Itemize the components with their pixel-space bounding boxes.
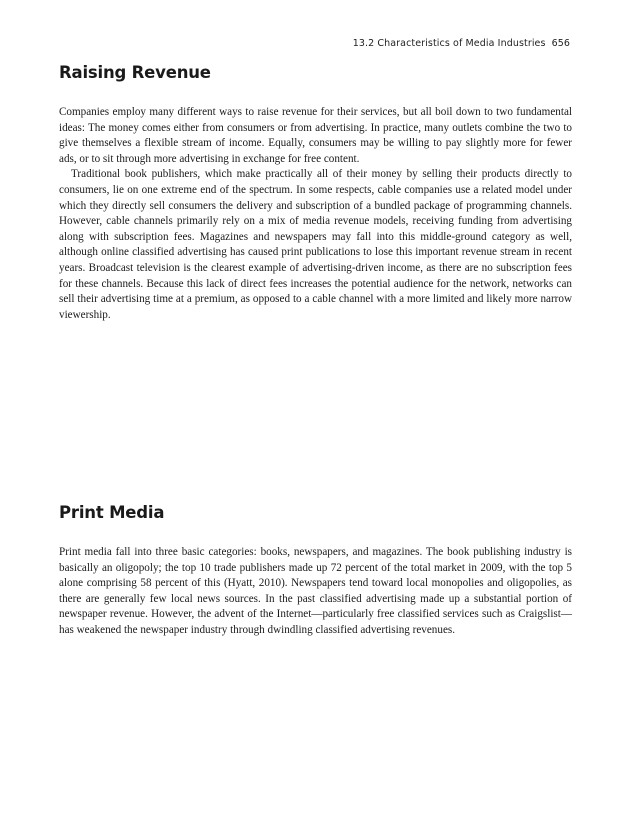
running-header [353,38,570,49]
paragraph: Print media fall into three basic categories: books, newspapers, and magazines. The book publishing industry is basically an oligopoly; the top 10 trade publishers made up 72 percent of the total market in 2009, with the top 5 alone comprising 58 percent of this (Hyatt, 2010). Newspapers tend toward local monopolies and oligopolies, as there are generally few local news sources. In the past classified advertising made up a substantial portion of newspaper revenue. However, the advent of the Internet—particularly free classified services such as Craigslist—has weakened the newspaper industry through dwindling classified advertising revenues. [59,546,572,636]
section-heading-print-media: Print Media [59,503,165,522]
running-header-section-title: 13.2 Characteristics of Media Industries [352,38,546,49]
paragraph: Companies employ many different ways to raise revenue for their services, but all boil down to two fundamental ideas: The money comes either from consumers or from advertising. In practice, many outlets combine the two to give themselves a flexible stream of income. Equally, consumers may be willing to pay slightly more for fewer ads, or to sit through more advertising in exchange for free content. [59,106,572,165]
section-heading-raising-revenue: Raising Revenue [59,63,211,82]
section-body-print-media [59,545,572,639]
paragraph: Traditional book publishers, which make practically all of their money by selling their products directly to consumers, lie on one extreme end of the spectrum. In some respects, cable companies use a related model under which they directly sell consumers the delivery and subscription of a bundled package of programming channels. However, cable channels primarily rely on a mix of media revenue models, receiving funding from advertising along with subscription fees. Magazines and newspapers may fall into this middle-ground category as well, although online classified advertising has caused print publications to lose this important revenue stream in recent years. Broadcast television is the clearest example of advertising-driven income, as there are no subscription fees for these channels. Because this lack of direct fees increases the potential audience for the network, networks can sell their advertising time at a premium, as opposed to a cable channel with a more limited and likely more narrow viewership. [59,168,572,321]
page-number: 656 [551,38,570,49]
section-body-raising-revenue [59,105,572,323]
